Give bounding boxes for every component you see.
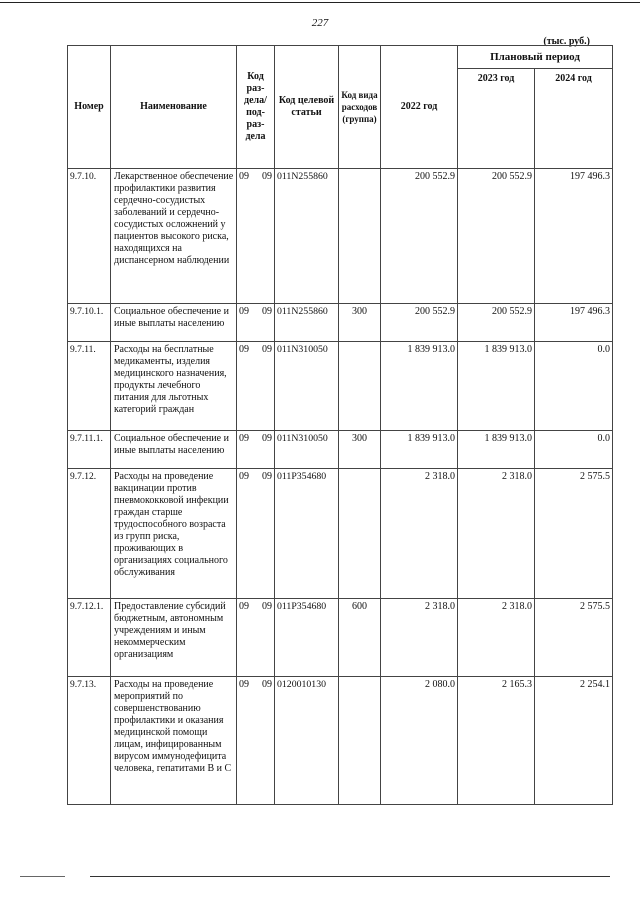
- row-number: 9.7.13.: [68, 677, 111, 805]
- table-body: [68, 169, 613, 805]
- row-number: 9.7.11.: [68, 342, 111, 431]
- row-amount-2023: 2 318.0: [458, 469, 535, 599]
- row-number: 9.7.10.1.: [68, 304, 111, 342]
- row-name: Социальное обеспечение и иные выплаты населению: [111, 431, 237, 469]
- table-row: [68, 169, 613, 304]
- row-section-code: 09: [239, 171, 249, 182]
- row-target-code: 0120010130: [275, 677, 339, 805]
- row-name: Предоставление субсидий бюджетным, автономным учреждениям и иным некоммерческим организациям: [111, 599, 237, 677]
- row-target-code: 011N310050: [275, 431, 339, 469]
- row-section-code: 09: [239, 344, 249, 355]
- row-amount-2024: 0.0: [535, 342, 613, 431]
- row-section: [237, 431, 275, 469]
- header-target: Код целевой статьи: [275, 46, 339, 169]
- row-target-code: 011N255860: [275, 304, 339, 342]
- row-target-code: 011P354680: [275, 599, 339, 677]
- row-subsection-code: 09: [262, 171, 272, 182]
- row-section: [237, 677, 275, 805]
- row-target-code: 011P354680: [275, 469, 339, 599]
- row-expense-code: [339, 169, 381, 304]
- row-name: Лекарственное обеспечение профилактики развития сердечно-сосудистых заболеваний и сердечно-сосудистых осложнений у пациентов высокого риска, находящихся на диспансерном наблюдении: [111, 169, 237, 304]
- row-section-code: 09: [239, 433, 249, 444]
- row-section-code: 09: [239, 471, 249, 482]
- row-name: Расходы на проведение вакцинации против пневмококковой инфекции граждан старше трудоспособного возраста из групп риска, проживающих в организациях социального обслуживания: [111, 469, 237, 599]
- header-section: Код раз-дела/ под-раз-дела: [237, 46, 275, 169]
- bottom-rule-left: [20, 876, 65, 877]
- row-section: [237, 169, 275, 304]
- row-amount-2022: 1 839 913.0: [381, 431, 458, 469]
- row-amount-2022: 2 318.0: [381, 469, 458, 599]
- row-section-code: 09: [239, 306, 249, 317]
- row-target-code: 011N255860: [275, 169, 339, 304]
- row-amount-2022: 200 552.9: [381, 169, 458, 304]
- row-subsection-code: 09: [262, 433, 272, 444]
- row-number: 9.7.12.: [68, 469, 111, 599]
- table-row: [68, 431, 613, 469]
- top-rule: [0, 2, 640, 3]
- row-amount-2022: 2 318.0: [381, 599, 458, 677]
- row-amount-2023: 2 165.3: [458, 677, 535, 805]
- header-planned-period: Плановый период: [458, 46, 613, 69]
- row-amount-2023: 1 839 913.0: [458, 342, 535, 431]
- row-name: Расходы на проведение мероприятий по совершенствованию профилактики и оказания медицинской помощи лицам, инфицированным вирусом иммунодефицита человека, гепатитами В и С: [111, 677, 237, 805]
- header-number: Номер: [68, 46, 111, 169]
- row-expense-code: [339, 342, 381, 431]
- row-section-code: 09: [239, 601, 249, 612]
- row-name: Расходы на бесплатные медикаменты, изделия медицинского назначения, продукты лечебного питания для льготных категорий граждан: [111, 342, 237, 431]
- row-expense-code: 300: [339, 431, 381, 469]
- table-row: [68, 304, 613, 342]
- row-expense-code: 300: [339, 304, 381, 342]
- table-row: [68, 599, 613, 677]
- row-subsection-code: 09: [262, 344, 272, 355]
- row-expense-code: [339, 677, 381, 805]
- bottom-rule: [90, 876, 610, 877]
- table-row: [68, 469, 613, 599]
- row-section: [237, 304, 275, 342]
- budget-table: [67, 45, 613, 805]
- row-amount-2024: 197 496.3: [535, 304, 613, 342]
- row-subsection-code: 09: [262, 306, 272, 317]
- page-number: 227: [311, 17, 329, 29]
- row-number: 9.7.12.1.: [68, 599, 111, 677]
- row-section: [237, 599, 275, 677]
- header-year-2024: 2024 год: [535, 69, 613, 169]
- row-amount-2023: 200 552.9: [458, 169, 535, 304]
- header-name: Наименование: [111, 46, 237, 169]
- row-amount-2022: 1 839 913.0: [381, 342, 458, 431]
- row-amount-2022: 2 080.0: [381, 677, 458, 805]
- row-subsection-code: 09: [262, 601, 272, 612]
- row-amount-2024: 2 575.5: [535, 599, 613, 677]
- row-amount-2024: 2 254.1: [535, 677, 613, 805]
- row-expense-code: 600: [339, 599, 381, 677]
- row-subsection-code: 09: [262, 679, 272, 690]
- row-amount-2024: 2 575.5: [535, 469, 613, 599]
- header-year-2023: 2023 год: [458, 69, 535, 169]
- row-amount-2023: 1 839 913.0: [458, 431, 535, 469]
- row-amount-2023: 2 318.0: [458, 599, 535, 677]
- row-amount-2024: 0.0: [535, 431, 613, 469]
- row-target-code: 011N310050: [275, 342, 339, 431]
- table-row: [68, 342, 613, 431]
- row-amount-2022: 200 552.9: [381, 304, 458, 342]
- row-subsection-code: 09: [262, 471, 272, 482]
- row-section: [237, 342, 275, 431]
- header-year-2022: 2022 год: [381, 46, 458, 169]
- row-section: [237, 469, 275, 599]
- row-section-code: 09: [239, 679, 249, 690]
- row-number: 9.7.10.: [68, 169, 111, 304]
- row-expense-code: [339, 469, 381, 599]
- row-number: 9.7.11.1.: [68, 431, 111, 469]
- row-amount-2024: 197 496.3: [535, 169, 613, 304]
- row-name: Социальное обеспечение и иные выплаты населению: [111, 304, 237, 342]
- table-row: [68, 677, 613, 805]
- row-amount-2023: 200 552.9: [458, 304, 535, 342]
- units-label: (тыс. руб.): [543, 36, 590, 47]
- header-expense: Код вида расходов (группа): [339, 46, 381, 169]
